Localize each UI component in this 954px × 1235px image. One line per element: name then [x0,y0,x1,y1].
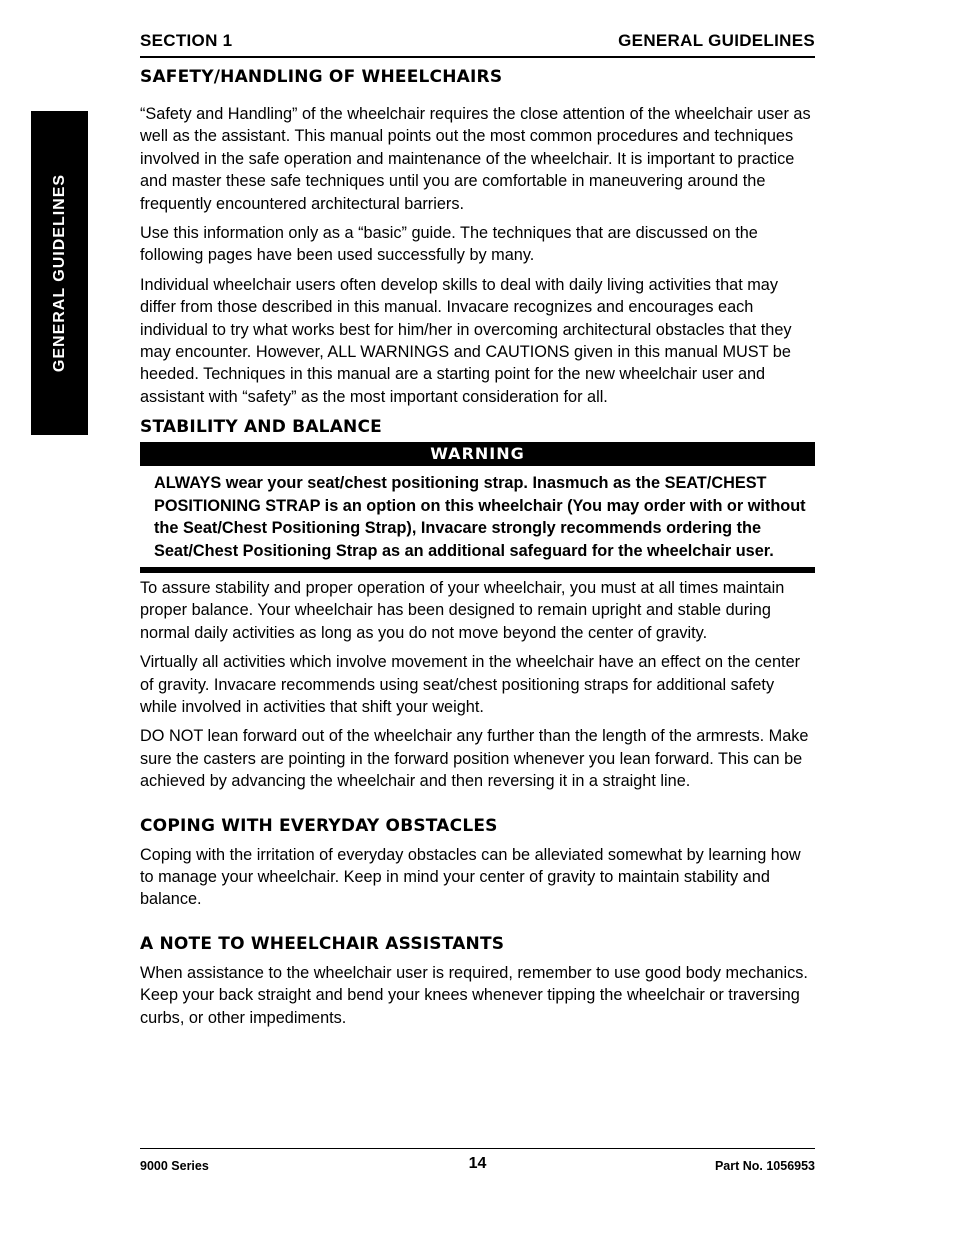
header-section: SECTION 1 [140,31,233,50]
paragraph: “Safety and Handling” of the wheelchair requires the close attention of the wheelchair user as well as the assistant. This manual points out the most common procedures and techniques involved in the safe operation and maintenance of the wheelchair. It is important to practice and master these safe techniques until you are comfortable in maneuvering around the frequently encountered architectural barriers. [140,105,811,213]
paragraph: When assistance to the wheelchair user is required, remember to use good body mechanics. Keep your back straight and bend your knees whenever tipping the wheelchair or traversing curbs, or other impediments. [140,963,808,1027]
header-title: GENERAL GUIDELINES [618,31,815,50]
footer-part-number: Part No. 1056953 [714,1159,815,1173]
page-footer [140,1148,815,1179]
heading-note-assistants: A NOTE TO WHEELCHAIR ASSISTANTS [140,933,505,954]
warning-box [140,442,815,573]
warning-text: ALWAYS wear your seat/chest positioning strap. Inasmuch as the SEAT/CHEST POSITIONING STRAP is an option on this wheelchair (You may order with or without the Seat/Chest Positioning Strap), Invacare strongly recommends ordering the Seat/Chest Positioning Strap as an additional safeguard for the wheelchair user. [140,466,815,573]
paragraph: Use this information only as a “basic” guide. The techniques that are discussed on the following pages have been used successfully by many. [140,224,758,265]
footer-series: 9000 Series [140,1159,209,1173]
page-content [140,67,815,1029]
warning-label: WARNING [140,442,815,466]
side-tab-label: GENERAL GUIDELINES [50,173,68,373]
side-section-tab [31,111,88,435]
paragraph: Virtually all activities which involve movement in the wheelchair have an effect on the center of gravity. Invacare recommends using seat/chest positioning straps for additional safety while involved in activities that shift your weight. [140,653,801,716]
page-header [140,31,815,58]
paragraph: DO NOT lean forward out of the wheelchair any further than the length of the armrests. Make sure the casters are pointing in the forward position whenever you lean forward. This can be achieved by advancing the wheelchair and then reversing it in a straight line. [140,727,809,791]
heading-safety-handling: SAFETY/HANDLING OF WHEELCHAIRS [140,67,503,87]
page-number: 14 [468,1155,487,1172]
heading-stability-balance: STABILITY AND BALANCE [140,417,382,438]
heading-coping-obstacles: COPING WITH EVERYDAY OBSTACLES [140,815,498,836]
paragraph: Individual wheelchair users often develop skills to deal with daily living activities that may differ from those described in this manual. Invacare recognizes and encourages each individual to try what works best for him/her in overcoming architectural obstacles that they may encounter. However, ALL WARNINGS and CAUTIONS given in this manual MUST be heeded. Techniques in this manual are a starting point for the new wheelchair user and assistant with “safety” as the most important consideration for all. [140,275,792,406]
paragraph: Coping with the irritation of everyday obstacles can be alleviated somewhat by learning how to manage your wheelchair. Keep in mind your center of gravity to maintain stability and balance. [140,845,801,909]
paragraph: To assure stability and proper operation of your wheelchair, you must at all times maintain proper balance. Your wheelchair has been designed to remain upright and stable during normal daily activities as long as you do not move beyond the center of gravity. [140,578,785,642]
